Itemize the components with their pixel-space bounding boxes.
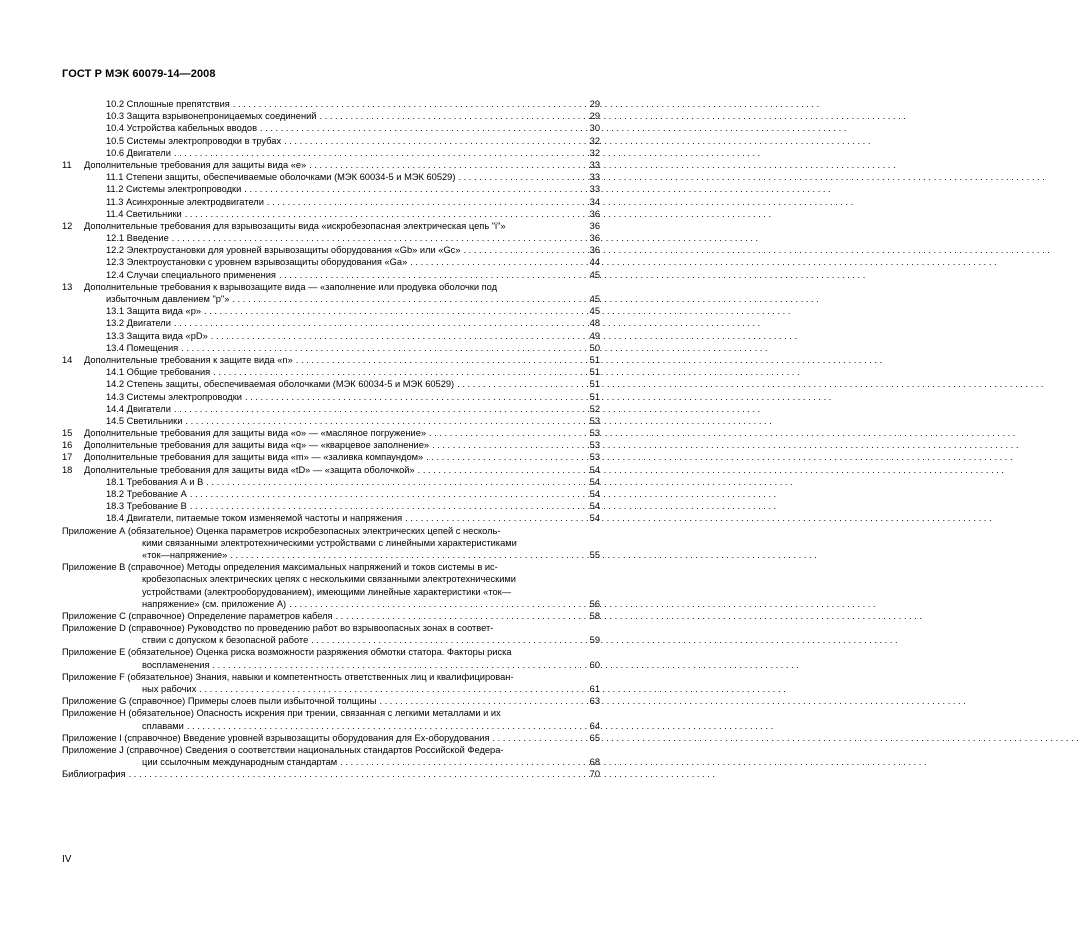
toc-entry	[62, 171, 600, 183]
toc-entry	[62, 269, 600, 281]
toc-entry-title: 10.6 Двигатели	[106, 147, 171, 158]
toc-entry-title: Дополнительные требования для защиты вида «q» — «кварцевое заполнение»	[84, 440, 430, 451]
appendix-entry-text: Приложение Н (обязательное) Опасность искрения при трении, связанная с легкими металлами и их	[62, 708, 501, 719]
toc-entry-page: 52	[589, 403, 600, 414]
toc-entry-page: 34	[589, 196, 600, 207]
toc-entry	[62, 439, 600, 451]
toc-leader-dots	[196, 683, 582, 695]
toc-leader-dots	[169, 232, 582, 244]
toc-leader-dots	[402, 512, 582, 524]
appendix-entry-page: 70	[589, 769, 600, 780]
toc-leader-dots	[182, 208, 582, 220]
toc-entry-page: 51	[589, 391, 600, 402]
toc-entry	[62, 317, 600, 329]
toc-entry-title: 14.1 Общие требования	[106, 367, 211, 378]
toc-leader-dots	[242, 391, 582, 403]
toc-leader-dots	[210, 366, 582, 378]
appendix-entry-text: ствии с допуском к безопасной работе	[142, 635, 309, 646]
toc-leader-dots	[407, 256, 582, 268]
toc-leader-dots	[455, 171, 582, 183]
appendix-entry-line	[62, 549, 600, 561]
toc-entry-title: 11.3 Асинхронные электродвигатели	[106, 196, 264, 207]
appendix-entry-text: Приложение А (обязательное) Оценка параметров искробезопасных электрических цепей с несколь-	[62, 525, 501, 536]
toc-entry-title: 11.1 Степени защиты, обеспечиваемые оболочками (МЭК 60034-5 и МЭК 60529)	[106, 172, 456, 183]
toc-leader-dots	[171, 147, 582, 159]
toc-entry-page: 50	[589, 342, 600, 353]
toc-entry-page: 29	[589, 99, 600, 109]
toc-entry-page: 30	[589, 123, 600, 134]
appendix-entry-line	[62, 561, 600, 573]
toc-entry-title: 12.3 Электроустановки с уровнем взрывозащиты оборудования «Ga»	[106, 257, 408, 268]
appendix-entry-text: Библиография	[62, 769, 126, 780]
toc-entry-title: 14.2 Степень защиты, обеспечиваемая оболочками (МЭК 60034-5 и МЭК 60529)	[106, 379, 455, 390]
toc-entry	[62, 415, 600, 427]
toc-entry-page: 51	[589, 379, 600, 390]
toc-entry-title: 10.2 Сплошные препятствия	[106, 99, 230, 109]
appendix-entry-line	[62, 598, 600, 610]
appendix-entry-line	[62, 573, 600, 585]
toc-entry	[62, 135, 600, 147]
toc-entry-page: 53	[589, 452, 600, 463]
toc-leader-dots	[241, 183, 582, 195]
toc-entry-number: 16	[62, 440, 73, 451]
toc-entry-page: 44	[589, 257, 600, 268]
toc-leader-dots	[429, 439, 582, 451]
toc-entry	[62, 403, 600, 415]
toc-entry-title: 13.4 Помещения	[106, 342, 179, 353]
toc-entry-page: 54	[589, 513, 600, 524]
toc-entry-title: Дополнительные требования к защите вида «n»	[84, 354, 293, 365]
toc-entry-title: 10.3 Защита взрывонепроницаемых соединений	[106, 111, 317, 122]
toc-entry-number: 12	[62, 220, 73, 231]
appendix-entry-line	[62, 671, 600, 683]
toc-entry-page: 45	[589, 306, 600, 317]
toc-leader-dots	[415, 464, 582, 476]
appendix-entry-text: устройствами (электрооборудованием), имеющими линейные характеристики «ток—	[142, 586, 512, 597]
toc-entry-page: 53	[589, 415, 600, 426]
toc-leader-dots	[171, 317, 582, 329]
toc-entry-page: 53	[589, 428, 600, 439]
toc-leader-dots	[184, 720, 582, 732]
toc-entry	[62, 500, 600, 512]
toc-entry-title: 14.5 Светильники	[106, 415, 183, 426]
toc-entry-title: Дополнительные требования для взрывозащиты вида «искробезопасная электрическая цепь "i"»	[84, 220, 506, 231]
appendix-entry-page: 59	[589, 635, 600, 646]
toc-leader-dots	[201, 305, 582, 317]
toc-entry-title: Дополнительные требования к взрывозащите вида — «заполнение или продувка оболочки под	[84, 281, 498, 292]
appendix-entry-page: 68	[589, 757, 600, 768]
toc-entry-page: 48	[589, 318, 600, 329]
appendix-entry-text: ных рабочих	[142, 684, 197, 694]
toc-entry	[62, 451, 600, 463]
appendix-entry-line	[62, 634, 600, 646]
toc-leader-dots	[333, 610, 582, 622]
appendix-entry-page: 64	[589, 720, 600, 731]
toc-entry-page: 54	[589, 464, 600, 475]
toc-entry	[62, 391, 600, 403]
toc-leader-dots	[126, 768, 582, 780]
toc-entry	[62, 476, 600, 488]
toc-entry-title: 13.2 Двигатели	[106, 318, 171, 329]
toc-entry-page: 32	[589, 147, 600, 158]
toc-entry-title: 18.2 Требование А	[106, 489, 187, 499]
toc-entry-title: Дополнительные требования для защиты вида «m» — «заливка компаундом»	[84, 452, 424, 463]
appendix-entry-text: Приложение С (справочное) Определение параметров кабеля	[62, 610, 333, 621]
appendix-entry-page: 58	[589, 610, 600, 621]
appendix-entry-text: Приложение D (справочное) Руководство по проведению работ во взрывоопасных зонах в соответ-	[62, 623, 494, 634]
appendix-entry-line	[62, 695, 600, 707]
toc-entry-title: избыточным давлением "р"»	[106, 294, 230, 304]
appendix-entry-text: Приложение G (справочное) Примеры слоев пыли избыточной толщины	[62, 696, 377, 707]
appendix-entry-text: Приложение В (справочное) Методы определения максимальных напряжений и токов системы в ис-	[62, 562, 498, 573]
toc-entry-title: Дополнительные требования для защиты вида «е»	[84, 159, 307, 170]
toc-entry-page: 33	[589, 184, 600, 195]
toc-leader-dots	[454, 378, 582, 390]
toc-entry-title: Дополнительные требования для защиты вида «tD» — «защита оболочкой»	[84, 464, 415, 475]
toc-entry-title: 18.4 Двигатели, питаемые током изменяемой частоты и напряжения	[106, 513, 403, 524]
toc-entry	[62, 110, 600, 122]
toc-entry	[62, 196, 600, 208]
appendix-entry-text: сплавами	[142, 720, 184, 731]
toc-entry-title: 12.1 Введение	[106, 233, 169, 244]
appendix-entry-page: 63	[589, 696, 600, 707]
toc-entry	[62, 330, 600, 342]
toc-entry-page: 51	[589, 367, 600, 378]
toc-leader-dots	[182, 415, 582, 427]
toc-leader-dots	[461, 244, 583, 256]
toc-leader-dots	[281, 135, 582, 147]
appendix-entry-text: Приложение I (справочное) Введение уровней взрывозащиты оборудования для Ех-оборудования	[62, 732, 490, 743]
toc-entry	[62, 122, 600, 134]
toc-entry-number: 13	[62, 281, 73, 292]
toc-entry-page: 33	[589, 172, 600, 183]
toc-entry-page: 51	[589, 354, 600, 365]
toc-entry-number: 18	[62, 464, 73, 475]
toc-leader-dots	[230, 98, 582, 110]
toc-entry-page: 54	[589, 501, 600, 512]
toc-entry	[62, 220, 600, 232]
appendix-entry-line	[62, 768, 600, 780]
toc-entry-title: 11.4 Светильники	[106, 208, 182, 219]
toc-entry-title: 18.3 Требование В	[106, 501, 187, 512]
appendix-entry-text: напряжение» (см. приложение А)	[142, 598, 287, 609]
toc-leader-dots	[376, 695, 582, 707]
toc-entry	[62, 281, 600, 293]
toc-leader-dots	[337, 756, 582, 768]
appendix-entry-page: 65	[589, 732, 600, 743]
toc-leader-dots	[490, 732, 583, 744]
toc-leader-dots	[276, 269, 582, 281]
toc-entry-title: 13.3 Защита вида «pD»	[106, 330, 208, 341]
toc-entry-page: 36	[589, 220, 600, 231]
toc-entry	[62, 208, 600, 220]
toc-entry-title: 12.2 Электроустановки для уровней взрывозащиты оборудования «Gb» или «Gc»	[106, 245, 461, 256]
appendix-entry-page: 61	[589, 684, 600, 694]
appendix-entry-line	[62, 720, 600, 732]
appendix-entry-line	[62, 659, 600, 671]
appendix-entry-page: 56	[589, 598, 600, 609]
toc-entry	[62, 305, 600, 317]
toc-entry-page: 29	[589, 111, 600, 122]
toc-entry	[62, 354, 600, 366]
appendix-entry-line	[62, 586, 600, 598]
appendix-entry-text: Приложение F (обязательное) Знания, навыки и компетентность ответственных лиц и квалифицирован-	[62, 671, 514, 682]
toc-entry	[62, 342, 600, 354]
toc-entry	[62, 293, 600, 305]
toc-entry	[62, 232, 600, 244]
toc-leader-dots	[229, 293, 582, 305]
toc-leader-dots	[178, 342, 582, 354]
toc-entry-page: 32	[589, 135, 600, 146]
toc-entry-page: 54	[589, 489, 600, 499]
toc-leader-dots	[227, 549, 582, 561]
toc-entry-title: 18.1 Требования А и В	[106, 476, 204, 487]
toc-leader-dots	[308, 634, 582, 646]
toc-entry-title: Дополнительные требования для защиты вида «о» — «масляное погружение»	[84, 428, 427, 439]
toc-entry-title: 10.4 Устройства кабельных вводов	[106, 123, 258, 134]
toc-entry	[62, 464, 600, 476]
appendix-entry-text: «ток—напряжение»	[142, 549, 228, 560]
toc-leader-dots	[293, 354, 582, 366]
toc-leader-dots	[316, 110, 582, 122]
appendix-entry-line	[62, 525, 600, 537]
appendix-entry-text: воспламенения	[142, 659, 210, 670]
appendix-entry-line	[62, 707, 600, 719]
toc-entry-page: 36	[589, 245, 600, 256]
appendix-entry-line	[62, 732, 600, 744]
toc-entry-title: 14.3 Системы электропроводки	[106, 391, 242, 402]
toc-entry	[62, 244, 600, 256]
toc-leader-dots	[187, 500, 582, 512]
appendix-entry-line	[62, 622, 600, 634]
appendix-entry-page: 55	[589, 549, 600, 560]
toc-entry-page: 49	[589, 330, 600, 341]
document-header: ГОСТ Р МЭК 60079-14—2008	[62, 68, 216, 80]
toc-leader-dots	[208, 330, 582, 342]
toc-leader-dots	[210, 659, 582, 671]
toc-entry-page: 45	[589, 269, 600, 280]
toc-entry	[62, 488, 600, 500]
toc-entry	[62, 256, 600, 268]
toc-entry-page: 45	[589, 294, 600, 304]
appendix-entry-line	[62, 683, 600, 695]
toc-leader-dots	[203, 476, 582, 488]
toc-entry-title: 14.4 Двигатели	[106, 403, 171, 414]
toc-entry-title: 10.5 Системы электропроводки в трубах	[106, 135, 282, 146]
toc-entry-page: 36	[589, 208, 600, 219]
toc-leader-dots	[423, 451, 582, 463]
toc-entry	[62, 98, 600, 110]
toc-leader-dots	[306, 159, 582, 171]
appendix-entry-line	[62, 537, 600, 549]
appendix-entry-line	[62, 744, 600, 756]
toc-entry-page: 54	[589, 476, 600, 487]
toc-entry	[62, 378, 600, 390]
toc-entry	[62, 159, 600, 171]
appendix-entry-line	[62, 756, 600, 768]
appendix-entry-text: Приложение J (справочное) Сведения о соответствии национальных стандартов Российской Федера-	[62, 744, 504, 755]
toc-leader-dots	[264, 196, 582, 208]
toc-entry-page: 33	[589, 159, 600, 170]
toc-entry-page: 53	[589, 440, 600, 451]
toc-entry	[62, 147, 600, 159]
toc-leader-dots	[171, 403, 582, 415]
toc-entry	[62, 366, 600, 378]
toc-entry-title: 11.2 Системы электропроводки	[106, 184, 242, 195]
toc-entry-number: 14	[62, 354, 73, 365]
toc-entry-title: 12.4 Случаи специального применения	[106, 269, 276, 280]
toc-entry-title: 13.1 Защита вида «р»	[106, 306, 202, 317]
page-number: IV	[62, 854, 72, 865]
toc-leader-dots	[286, 598, 582, 610]
toc-entry	[62, 512, 600, 524]
appendix-entry-page: 60	[589, 659, 600, 670]
toc-leader-dots	[257, 122, 582, 134]
toc-leader-dots	[426, 427, 582, 439]
appendix-entry-line	[62, 646, 600, 658]
appendix-entry-text: Приложение E (обязательное) Оценка риска возможности разряжения обмотки статора. Факторы риска	[62, 647, 512, 658]
toc-entry-page: 36	[589, 233, 600, 244]
table-of-contents	[62, 98, 600, 781]
toc-entry-number: 17	[62, 452, 73, 463]
appendix-entry-text: ции ссылочным международным стандартам	[142, 757, 338, 768]
toc-leader-dots	[187, 488, 582, 500]
appendix-entry-line	[62, 610, 600, 622]
appendix-entry-text: кробезопасных электрических цепях с несколькими связанными электротехническими	[142, 574, 516, 585]
toc-entry-number: 15	[62, 428, 73, 439]
toc-entry	[62, 427, 600, 439]
toc-entry-number: 11	[62, 159, 72, 170]
appendix-entry-text: кими связанными электротехническими устройствами с линейными характеристиками	[142, 537, 517, 548]
toc-entry	[62, 183, 600, 195]
